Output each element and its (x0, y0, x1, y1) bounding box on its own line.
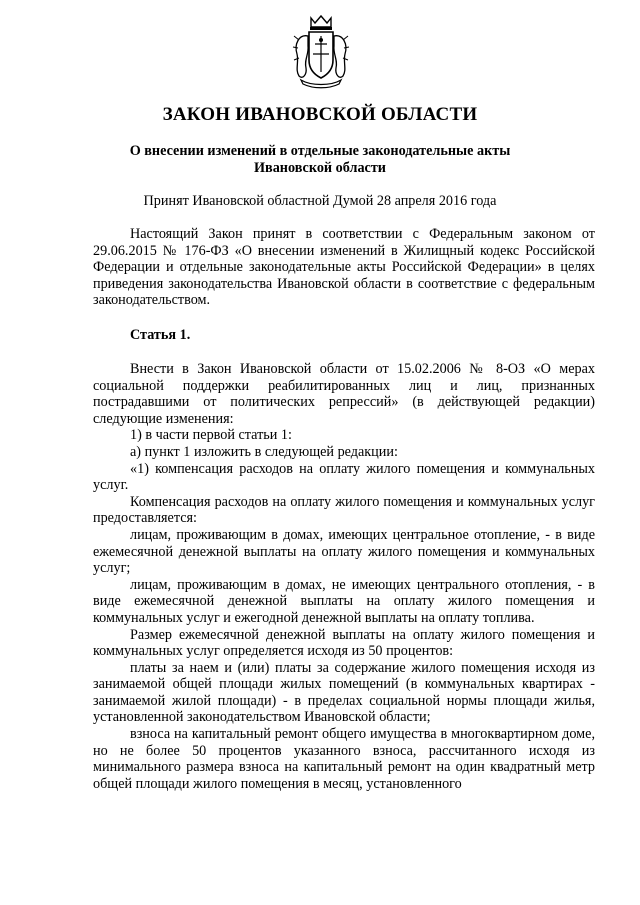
paragraph: а) пункт 1 изложить в следующей редакции: (130, 443, 398, 460)
preamble (93, 226, 595, 309)
document-subtitle (120, 143, 520, 177)
document-title: ЗАКОН ИВАНОВСКОЙ ОБЛАСТИ (162, 104, 478, 125)
paragraph: лицам, проживающим в домах, имеющих центральное отопление, - в виде ежемесячной денежной выплаты на оплату жилого помещения и коммунальных услуг; (93, 526, 595, 577)
paragraph: Компенсация расходов на оплату жилого помещения и коммунальных услуг предоставляется: (93, 493, 595, 527)
subtitle-line-1: О внесении изменений в отдельные законодательные акты (129, 143, 511, 159)
subtitle-line-2: Ивановской области (254, 160, 386, 176)
paragraph: «1) компенсация расходов на оплату жилого помещения и коммунальных услуг. (93, 460, 595, 494)
preamble-paragraph: Настоящий Закон принят в соответствии с Федеральным законом от 29.06.2015 № 176-ФЗ «О внесении изменений в Жилищный кодекс Российской Федерации и отдельные законодательные акты Российской Федерации» в целях приведения законодательства Ивановской области в соответствие с федеральным законодательством. (93, 226, 595, 309)
paragraph: платы за наем и (или) платы за содержание жилого помещения исходя из занимаемой общей площади жилых помещений (в коммунальных квартирах - занимаемой жилой площади) - в пределах социальной нормы площади жилья, установленной законодательством Ивановской области; (93, 659, 595, 726)
adoption-line: Принят Ивановской областной Думой 28 апреля 2016 года (143, 193, 497, 209)
paragraph: 1) в части первой статьи 1: (130, 427, 292, 444)
paragraph: Внести в Закон Ивановской области от 15.02.2006 № 8-ОЗ «О мерах социальной поддержки реабилитированных лиц и лиц, признанных пострадавшими от политических репрессий» (в действующей редакции) следующие изменения: (93, 361, 595, 427)
paragraph: лицам, проживающим в домах, не имеющих центрального отопления, - в виде ежемесячной денежной выплаты на оплату жилого помещения и коммунальных услуг и ежегодной денежной выплаты на оплату топлива. (93, 576, 595, 626)
coat-of-arms-icon (291, 14, 351, 90)
article-heading: Статья 1. (130, 327, 191, 343)
article-body (93, 361, 595, 792)
paragraph: Размер ежемесячной денежной выплаты на оплату жилого помещения и коммунальных услуг определяется исходя из 50 процентов: (93, 626, 595, 660)
paragraph: взноса на капитальный ремонт общего имущества в многоквартирном доме, но не более 50 процентов указанного взноса, рассчитанного исходя из минимального размера взноса на капитальный ремонт на один квадратный метр общей площади жилого помещения в месяц, установленного (93, 726, 595, 792)
